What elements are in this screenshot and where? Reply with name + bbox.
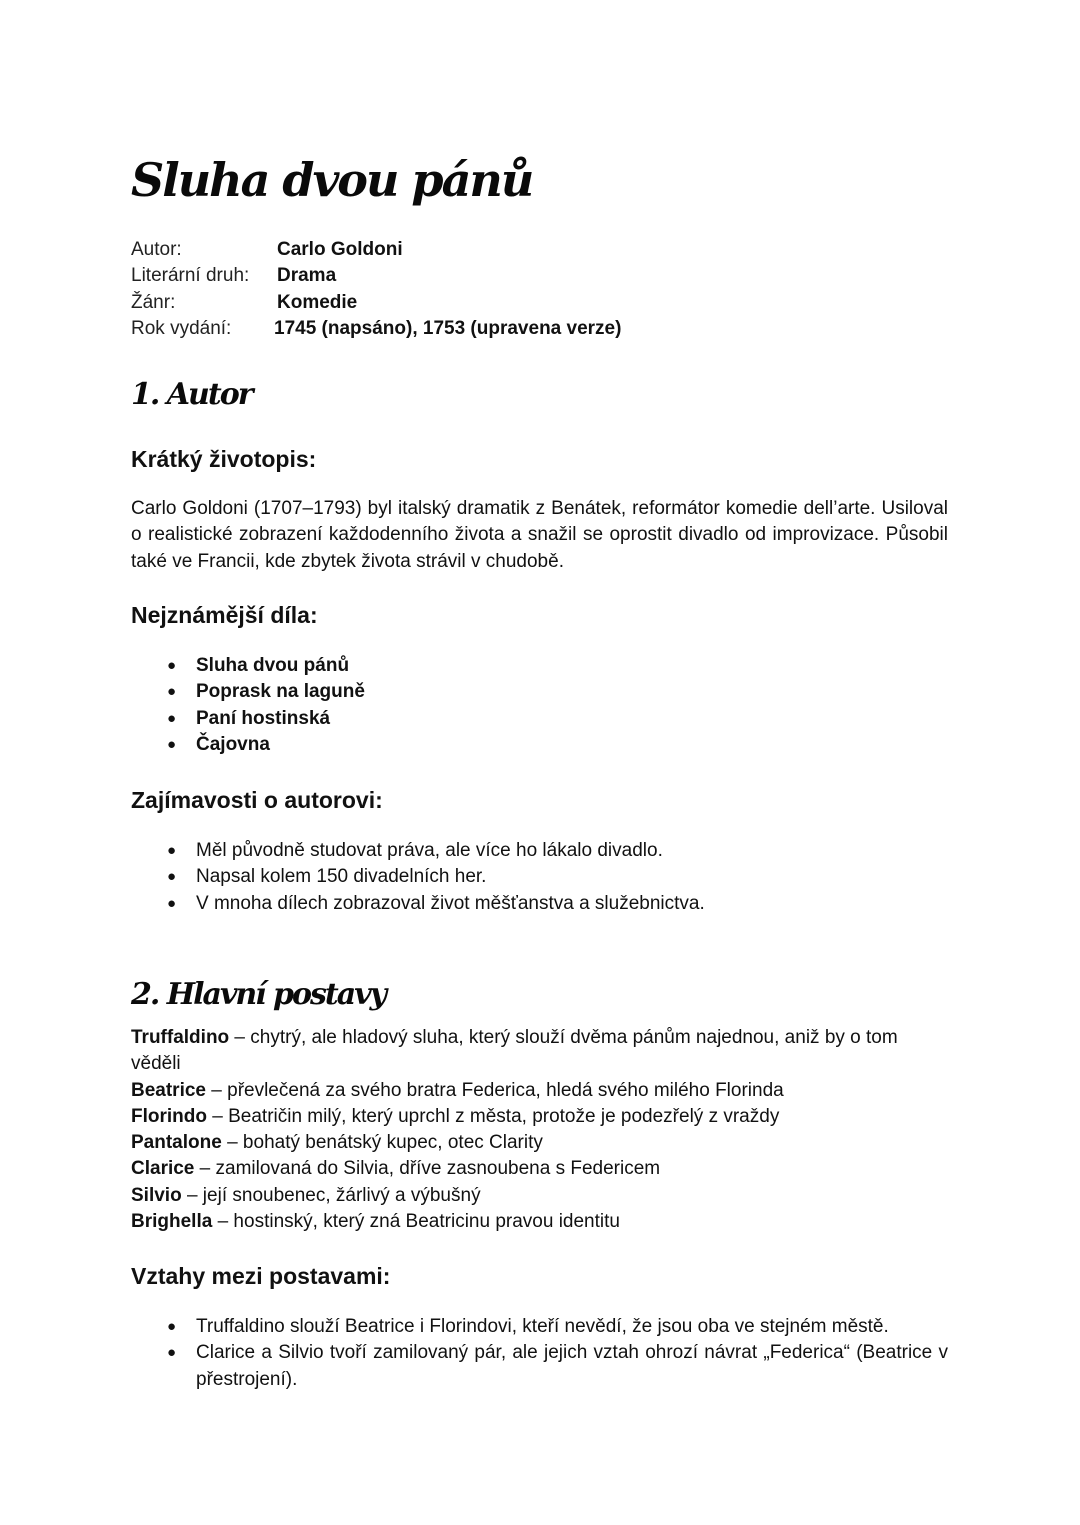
bullet-icon: ● bbox=[167, 1318, 177, 1335]
character-name: Truffaldino bbox=[131, 1027, 230, 1048]
character-description: – zamilovaná do Silvia, dříve zasnoubena s Federicem bbox=[194, 1158, 661, 1180]
list-item-text: Čajovna bbox=[196, 733, 270, 755]
character-description: – bohatý benátský kupec, otec Clarity bbox=[221, 1132, 543, 1154]
character-entry bbox=[131, 1209, 948, 1235]
meta-value: Carlo Goldoni bbox=[277, 239, 403, 260]
author-facts-list bbox=[131, 838, 705, 917]
character-description: – převlečená za svého bratra Federica, hledá svého milého Florinda bbox=[206, 1079, 784, 1101]
list-item bbox=[131, 1314, 948, 1340]
character-name: Florindo bbox=[131, 1105, 207, 1127]
meta-label: Rok vydání: bbox=[131, 317, 232, 339]
character-name: Silvio bbox=[131, 1184, 182, 1206]
list-item-text: Sluha dvou pánů bbox=[196, 655, 350, 676]
list-item-text: Paní hostinská bbox=[196, 707, 331, 729]
meta-row-author bbox=[131, 237, 621, 263]
character-description: – její snoubenec, žárlivý a výbušný bbox=[181, 1184, 481, 1206]
list-item bbox=[131, 838, 705, 864]
meta-value: Komedie bbox=[277, 291, 358, 313]
subheading-author-facts: Zajímavosti o autorovi: bbox=[131, 787, 383, 813]
section-heading-author: 1. Autor bbox=[131, 377, 252, 412]
bullet-icon: ● bbox=[167, 842, 177, 859]
character-name: Beatrice bbox=[131, 1079, 206, 1101]
bullet-icon: ● bbox=[167, 1344, 177, 1362]
famous-works-list bbox=[131, 653, 365, 758]
subheading-famous-works: Nejznámější díla: bbox=[131, 602, 318, 628]
character-entry bbox=[131, 1130, 948, 1156]
relationships-list bbox=[131, 1314, 948, 1393]
meta-label: Autor: bbox=[131, 239, 182, 260]
meta-label: Žánr: bbox=[131, 291, 176, 313]
character-entry bbox=[131, 1156, 948, 1182]
biography-paragraph: Carlo Goldoni (1707–1793) byl italský dramatik z Benátek, reformátor komedie dell’arte. Usiloval o realistické zobrazení každodenního života a snažil se oprostit divadlo od improvizace. Působil také ve Francii, kde zbytek života strávil v chudobě. bbox=[131, 498, 948, 572]
list-item-text: Truffaldino slouží Beatrice i Florindovi, kteří nevědí, že jsou oba ve stejném městě. bbox=[196, 1316, 889, 1337]
subheading-relationships: Vztahy mezi postavami: bbox=[131, 1263, 391, 1289]
character-description: – hostinský, který zná Beatricinu pravou identitu bbox=[212, 1211, 620, 1233]
meta-label: Literární druh: bbox=[131, 265, 250, 287]
list-item bbox=[131, 864, 705, 890]
list-item-text: Clarice a Silvio tvoří zamilovaný pár, ale jejich vztah ohrozí návrat „Federica“ (Beatrice v přestrojení). bbox=[196, 1342, 948, 1390]
subheading-biography: Krátký životopis: bbox=[131, 446, 317, 472]
meta-row-genre bbox=[131, 290, 621, 316]
character-entry bbox=[131, 1104, 948, 1130]
list-item-text: Měl původně studovat práva, ale více ho lákalo divadlo. bbox=[196, 840, 663, 861]
meta-value: Drama bbox=[277, 265, 337, 287]
metadata-block bbox=[131, 237, 621, 342]
meta-value: 1745 (napsáno), 1753 (upravena verze) bbox=[274, 317, 622, 339]
list-item-text: Napsal kolem 150 divadelních her. bbox=[196, 866, 487, 888]
character-entry bbox=[131, 1025, 948, 1078]
list-item bbox=[131, 891, 705, 917]
character-name: Brighella bbox=[131, 1211, 213, 1233]
bullet-icon: ● bbox=[167, 735, 177, 753]
character-description: – Beatričin milý, který uprchl z města, protože je podezřelý z vraždy bbox=[206, 1105, 780, 1127]
list-item bbox=[131, 653, 365, 679]
bullet-icon: ● bbox=[167, 868, 177, 886]
bullet-icon: ● bbox=[167, 709, 177, 727]
characters-list bbox=[131, 1025, 948, 1235]
list-item bbox=[131, 732, 365, 758]
meta-row-year bbox=[131, 316, 621, 342]
bullet-icon: ● bbox=[167, 683, 177, 701]
character-name: Clarice bbox=[131, 1158, 195, 1180]
list-item bbox=[131, 1340, 948, 1393]
bullet-icon: ● bbox=[167, 894, 177, 912]
meta-row-literary-type bbox=[131, 263, 621, 289]
document-title: Sluha dvou pánů bbox=[131, 153, 533, 207]
character-entry bbox=[131, 1183, 948, 1209]
character-description: – chytrý, ale hladový sluha, který slouží dvěma pánům najednou, aniž by o tom věděli bbox=[131, 1027, 898, 1075]
bullet-icon: ● bbox=[167, 657, 177, 674]
list-item bbox=[131, 679, 365, 705]
character-name: Pantalone bbox=[131, 1132, 222, 1154]
list-item-text: V mnoha dílech zobrazoval život měšťanstva a služebnictva. bbox=[196, 892, 705, 914]
character-entry bbox=[131, 1078, 948, 1104]
list-item-text: Poprask na laguně bbox=[196, 681, 365, 703]
list-item bbox=[131, 706, 365, 732]
section-heading-characters: 2. Hlavní postavy bbox=[131, 977, 386, 1012]
